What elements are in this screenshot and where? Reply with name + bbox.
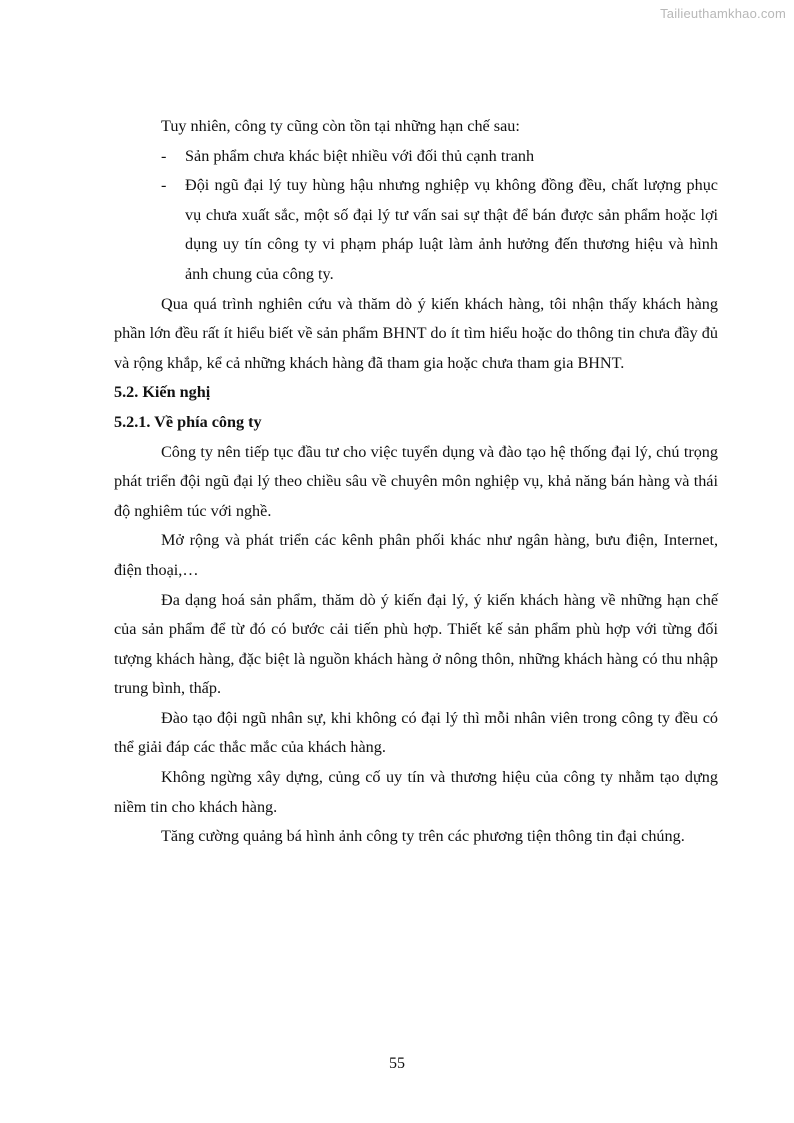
recommendation-paragraph: Tăng cường quảng bá hình ảnh công ty trên các phương tiện thông tin đại chúng. — [161, 827, 685, 846]
bullet-marker: - — [161, 146, 167, 165]
bullet-item — [114, 142, 718, 172]
section-heading: 5.2. Kiến nghị — [114, 383, 211, 402]
intro-paragraph: Tuy nhiên, công ty cũng còn tồn tại những hạn chế sau: — [161, 117, 520, 135]
bullet-text: Sản phẩm chưa khác biệt nhiều với đối thủ cạnh tranh — [185, 146, 535, 165]
recommendation-paragraph: Mở rộng và phát triển các kênh phân phối khác như ngân hàng, bưu điện, Internet, điện thoại,… — [114, 531, 718, 579]
subsection-heading: 5.2.1. Về phía công ty — [114, 412, 262, 431]
bullet-text: Đội ngũ đại lý tuy hùng hậu nhưng nghiệp vụ không đồng đều, chất lượng phục vụ chưa xuất sắc, một số đại lý tư vấn sai sự thật để bán được sản phẩm hoặc lợi dụng uy tín công ty vi phạm pháp luật làm ảnh hưởng đến thương hiệu và hình ảnh chung của công ty. — [185, 176, 718, 283]
recommendation-paragraph: Không ngừng xây dựng, củng cố uy tín và thương hiệu của công ty nhằm tạo dựng niềm tin cho khách hàng. — [114, 768, 718, 816]
recommendation-paragraph: Đa dạng hoá sản phẩm, thăm dò ý kiến đại lý, ý kiến khách hàng về những hạn chế của sản phẩm để từ đó có bước cải tiến phù hợp. Thiết kế sản phẩm phù hợp với từng đối tượng khách hàng, đặc biệt là nguồn khách hàng ở nông thôn, những khách hàng có thu nhập trung bình, thấp. — [114, 590, 718, 698]
page-number: 55 — [389, 1055, 405, 1072]
recommendation-paragraph: Đào tạo đội ngũ nhân sự, khi không có đại lý thì mỗi nhân viên trong công ty đều có thể giải đáp các thắc mắc của khách hàng. — [114, 708, 718, 757]
document-body — [114, 112, 718, 852]
findings-paragraph: Qua quá trình nghiên cứu và thăm dò ý kiến khách hàng, tôi nhận thấy khách hàng phần lớn đều rất ít hiểu biết về sản phẩm BHNT do ít tìm hiểu hoặc do thông tin chưa đầy đủ và rộng khắp, kể cả những khách hàng đã tham gia hoặc chưa tham gia BHNT. — [114, 294, 718, 372]
recommendation-paragraph: Công ty nên tiếp tục đầu tư cho việc tuyển dụng và đào tạo hệ thống đại lý, chú trọng phát triển đội ngũ đại lý theo chiều sâu về chuyên môn nghiệp vụ, khả năng bán hàng và thái độ nghiêm túc với nghề. — [114, 442, 718, 520]
bullet-marker: - — [161, 176, 167, 195]
watermark: Tailieuthamkhao.com — [660, 6, 786, 21]
bullet-item — [114, 171, 718, 289]
